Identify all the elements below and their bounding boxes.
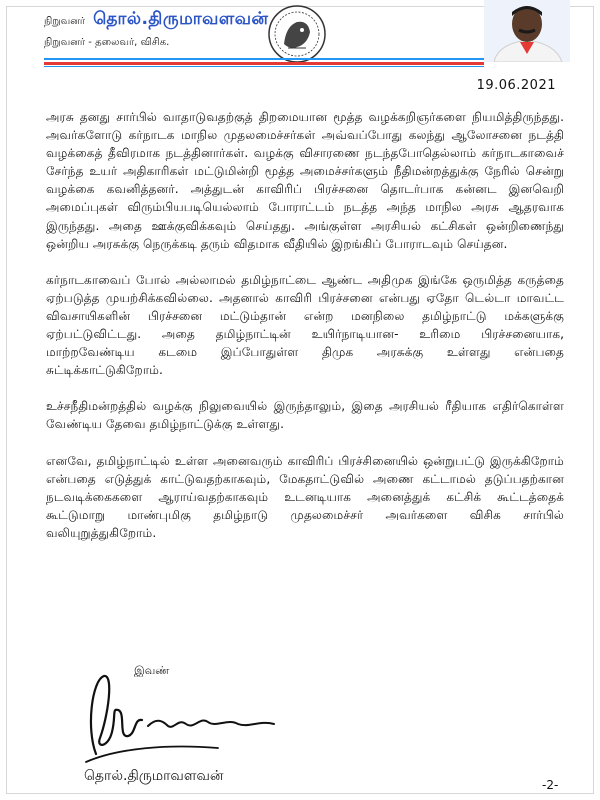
header-rule-blue-thin	[44, 66, 484, 67]
leader-photo-icon	[484, 0, 570, 62]
signature-block	[72, 660, 352, 784]
yours-label: இவண்	[134, 664, 170, 677]
leader-name: தொல்.திருமாவளவன்	[93, 9, 269, 29]
letterhead-title	[44, 9, 269, 33]
paragraph: உச்சநீதிமன்றத்தில் வழக்கு நிலுவையில் இருந்தாலும், இதை அரசியல் ரீதியாக எதிர்கொள்ள வேண்டிய தேவை தமிழ்நாட்டுக்கு உள்ளது.	[46, 399, 564, 432]
paragraph: கர்நாடகாவைப் போல் அல்லாமல் தமிழ்நாட்டை ஆண்ட அதிமுக இங்கே ஒருமித்த கருத்தை ஏற்படுத்த முயற்சிக்கவில்லை. அதனால் காவிரி பிரச்சனை என்பது ஏதோ டெல்டா மாவட்ட விவசாயிகளின் பிரச்சனை மட்டும்தான் என்ற மனநிலை தமிழ்நாட்டு மக்களுக்கு ஏற்பட்டுவிட்டது. அதை தமிழ்நாட்டின் உயிர்நாடியான- உரிமை பிரச்சனையாக, மாற்றவேண்டிய கடமை இப்போதுள்ள திமுக அரசுக்கு உள்ளது என்பதை சுட்டிக்காட்டுகிறோம்.	[46, 272, 564, 378]
party-emblem-icon	[264, 4, 330, 64]
role-line: நிறுவனர் - தலைவர், விசிக.	[44, 37, 170, 48]
letter-body	[46, 108, 564, 560]
founder-label: நிறுவனர்	[44, 16, 86, 27]
handwritten-signature-icon	[78, 668, 298, 768]
page-number: -2-	[542, 778, 559, 792]
header-rule-red	[44, 62, 484, 65]
signer-name: தொல்.திருமாவளவன்	[84, 768, 224, 784]
header-rule-blue	[44, 58, 484, 60]
paragraph: எனவே, தமிழ்நாட்டில் உள்ள அனைவரும் காவிரிப் பிரச்சினையில் ஒன்றுபட்டு இருக்கிறோம் என்பதை எடுத்துக் காட்டுவதற்காகவும், மேகதாட்டுவில் அணை கட்டாமல் தடுப்பதற்கான நடவடிக்கைகளை ஆராய்வதற்காகவும் உடனடியாக அனைத்துக் கட்சிக் கூட்டத்தைக் கூட்டுமாறு மாண்புமிகு தமிழ்நாடு முதலமைச்சர் அவர்களை விசிக சார்பில் வலியுறுத்துகிறோம்.	[46, 453, 564, 540]
paragraph: அரசு தனது சார்பில் வாதாடுவதற்குத் திறமையான மூத்த வழக்கறிஞர்களை நியமித்திருந்தது. அவர்களோடு கர்நாடக மாநில முதலமைச்சர்கள் அவ்வப்போது கலந்து ஆலோசனை நடத்தி வழக்கைத் தீவிரமாக நடத்தினார்கள். வழக்கு விசாரணை நடந்தபோதெல்லாம் கர்நாடகாவைச் சேர்ந்த உயர் அதிகாரிகள் மட்டுமின்றி மூத்த அமைச்சர்களும் நீதிமன்றத்துக்கு நேரில் சென்று வழக்கை கவனித்தனர். அத்துடன் காவிரிப் பிரச்சனை தொடர்பாக கன்னட இனவெறி அமைப்புகள் விரும்பியபடியெல்லாம் போராட்டம் நடத்த அந்த மாநில அரசு ஆதரவாக இருந்தது. அதை ஊக்குவிக்கவும் செய்தது. அங்குள்ள அரசியல் கட்சிகள் ஒன்றிணைந்து ஒன்றிய அரசுக்கு நெருக்கடி தரும் விதமாக வீதியில் இறங்கிப் போராடவும் செய்தன.	[46, 110, 564, 251]
letterhead	[0, 0, 600, 70]
letter-date: 19.06.2021	[476, 78, 556, 93]
